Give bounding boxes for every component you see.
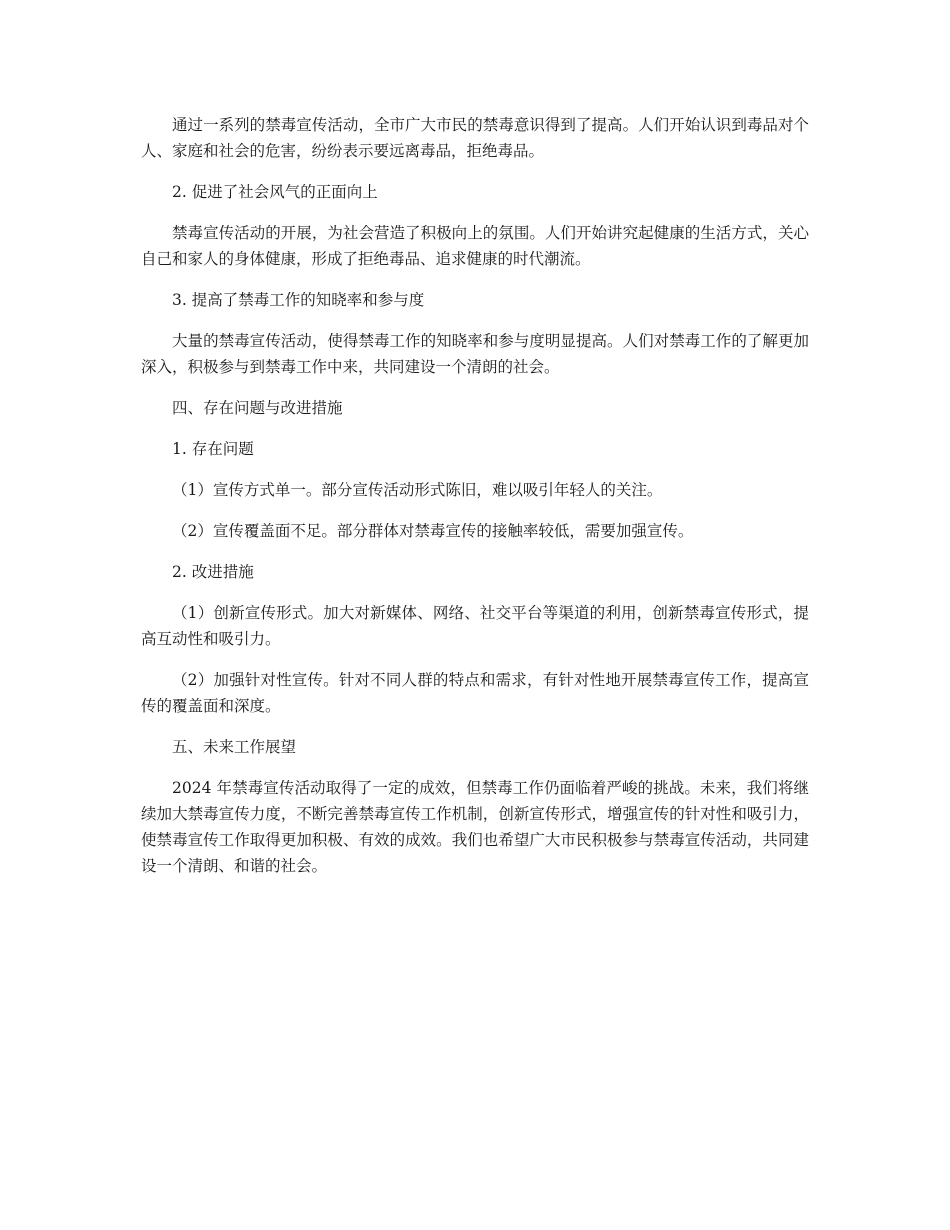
improvement-item-1: （1）创新宣传形式。加大对新媒体、网络、社交平台等渠道的利用，创新禁毒宣传形式，提高互动性和吸引力。 bbox=[141, 604, 809, 648]
paragraph-social-atmosphere: 禁毒宣传活动的开展，为社会营造了积极向上的氛围。人们开始讲究起健康的生活方式，关心自己和家人的身体健康，形成了拒绝毒品、追求健康的时代潮流。 bbox=[141, 224, 809, 268]
paragraph-awareness: 通过一系列的禁毒宣传活动，全市广大市民的禁毒意识得到了提高。人们开始认识到毒品对个人、家庭和社会的危害，纷纷表示要远离毒品，拒绝毒品。 bbox=[141, 116, 809, 160]
improvement-item-2: （2）加强针对性宣传。针对不同人群的特点和需求，有针对性地开展禁毒宣传工作，提高宣传的覆盖面和深度。 bbox=[141, 671, 809, 715]
subheading-improvements: 2. 改进措施 bbox=[172, 563, 254, 581]
section-heading-problems: 四、存在问题与改进措施 bbox=[172, 399, 343, 417]
subheading-awareness-participation: 3. 提高了禁毒工作的知晓率和参与度 bbox=[172, 291, 425, 309]
paragraph-awareness-participation: 大量的禁毒宣传活动，使得禁毒工作的知晓率和参与度明显提高。人们对禁毒工作的了解更加深入，积极参与到禁毒工作中来，共同建设一个清朗的社会。 bbox=[141, 332, 809, 376]
subheading-existing-problems: 1. 存在问题 bbox=[172, 440, 254, 458]
paragraph-outlook: 2024 年禁毒宣传活动取得了一定的成效，但禁毒工作仍面临着严峻的挑战。未来，我们将继续加大禁毒宣传力度，不断完善禁毒宣传工作机制，创新宣传形式，增强宣传的针对性和吸引力，使禁毒宣传工作取得更加积极、有效的成效。我们也希望广大市民积极参与禁毒宣传活动，共同建设一个清朗、和谐的社会。 bbox=[141, 779, 809, 875]
problem-item-2: （2）宣传覆盖面不足。部分群体对禁毒宣传的接触率较低，需要加强宣传。 bbox=[172, 522, 694, 540]
document-body bbox=[141, 112, 809, 879]
subheading-social-atmosphere: 2. 促进了社会风气的正面向上 bbox=[172, 183, 378, 201]
section-heading-outlook: 五、未来工作展望 bbox=[172, 738, 297, 756]
problem-item-1: （1）宣传方式单一。部分宣传活动形式陈旧，难以吸引年轻人的关注。 bbox=[172, 481, 663, 499]
